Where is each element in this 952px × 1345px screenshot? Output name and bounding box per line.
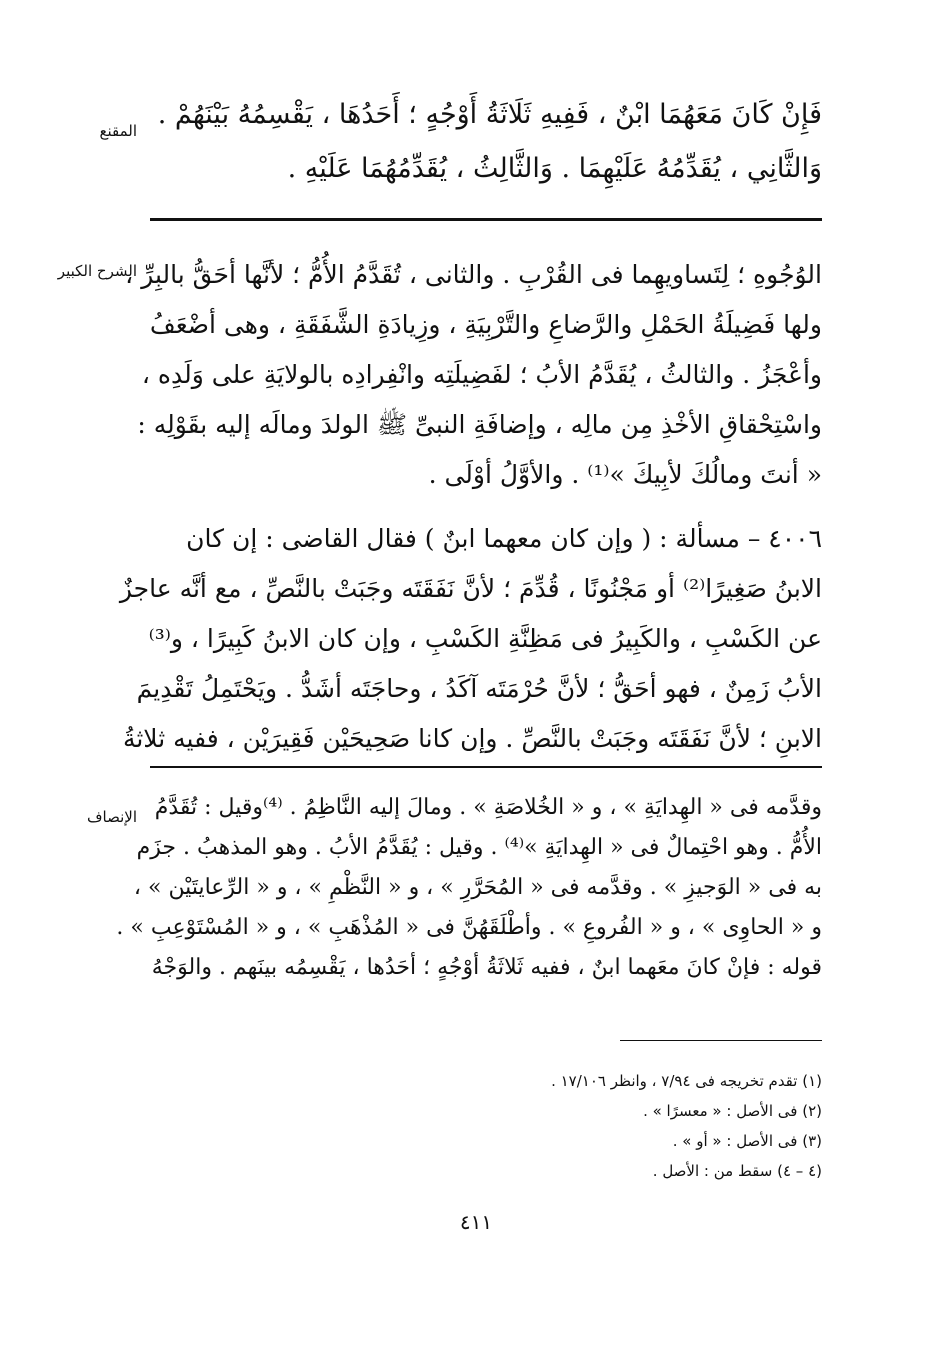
section-divider [150,766,822,768]
sharh-line: « أنتَ ومالُكَ لأبِيكَ »⁽¹⁾ . والأوَّلُ أوْلَى . [428,460,822,489]
insaf-line: وقدَّمه فى « الهِدايَةِ » ، و « الخُلاصَةِ » . ومالَ إليه النَّاظِمُ . ⁽⁴⁾وقيل : تُقَدَّمُ [154,795,822,820]
masala-line: الأبُ زَمِنٌ ، فهو أحَقُّ ؛ لأنَّ حُرْمَتَه آكَدُ ، وحاجَتَه أشَدُّ . ويَحْتَمِلُ تَقْدِيمَ [136,674,822,703]
footnotes [480,1066,822,1186]
matn-line: فَإِنْ كَانَ مَعَهُمَا ابْنٌ ، فَفِيهِ ثَلَاثَةُ أَوْجُهٍ ؛ أَحَدُهَا ، يَقْسِمُهُ بَيْنَهُمْ . [157,99,822,130]
masala-line: عن الكَسْبِ ، والكَبِيرُ فى مَظِنَّةِ الكَسْبِ ، وإن كان الابنُ كَبِيرًا ، و⁽³⁾ [148,624,822,653]
matn-line: وَالثَّانِي ، يُقَدِّمُهُ عَلَيْهِمَا . وَالثَّالِثُ ، يُقَدِّمُهُمَا عَلَيْهِ . [287,153,822,184]
page-number: ٤١١ [459,1210,493,1234]
sharh-text [119,250,822,764]
sharh-line: واسْتِحْقاقِ الأخْذِ مِن مالِه ، وإضافَةِ النبىِّ ﷺ الولدَ ومالَه إليه بقَوْلِه : [137,410,822,439]
section-divider [150,218,822,221]
insaf-text [116,788,822,988]
footnote: (٣) فى الأصل : « أو » . [672,1132,822,1150]
matn-text [150,88,822,196]
sharh-line: ولها فَضِيلَةُ الحَمْلِ والرَّضاعِ والتَّرْبِيَةِ ، وزِيادَةِ الشَّفَقَةِ ، وهى أضْعَفُ [149,310,822,339]
sharh-line: الوُجُوهِ ؛ لِتَساويهِما فى القُرْبِ . والثانى ، تُقَدَّمُ الأُمُّ ؛ لأنَّها أحَقُّ بالبِرِّ ، [125,260,822,289]
footnote: (٢) فى الأصل : « معسرًا » . [643,1102,822,1120]
paragraph-gap [150,500,822,514]
footnote: (١) تقدم تخريجه فى ٧/٩٤ ، وانظر ١٧/١٠٦ . [551,1072,822,1090]
insaf-line: الأُمُّ . وهو احْتِمالٌ فى « الهِدايَةِ »⁽⁴⁾ . وقيل : يُقَدَّمُ الأبُ . وهو المذهبُ . جزَم [136,835,822,860]
insaf-line: به فى « الوَجيزِ » . وقدَّمه فى « المُحَرَّرِ » ، و « النَّظْمِ » ، و « الرِّعايتَيْن » ، [133,875,822,900]
label-insaf: الإنصاف [86,808,137,826]
footnote-divider [620,1040,822,1041]
footnote: (٤ – ٤) سقط من : الأصل . [652,1162,822,1180]
label-muqni: المقنع [99,122,137,140]
masala-line: الابنُ صَغِيرًا⁽²⁾ أو مَجْنُونًا ، قُدِّمَ ؛ لأنَّ نَفَقَتَه وجَبَتْ بالنَّصِّ ، مع أنَّه عاجزٌ [119,574,822,603]
insaf-line: قوله : فإنْ كانَ معَهما ابنٌ ، ففيه ثَلاثَةُ أوْجُهٍ ؛ أحَدُها ، يَقْسِمُه بينَهم . والوَجْهُ [151,955,822,980]
insaf-line: و « الحاوِى » ، و « الفُروعِ » . وأطْلَقَهُنَّ فى « المُذْهَبِ » ، و « المُسْتَوْعِبِ » . [116,915,822,940]
sharh-line: وأعْجَزُ . والثالثُ ، يُقَدَّمُ الأبُ ؛ لفَضِيلَتِه وانْفِرادِه بالولايَةِ على وَلَدِه ، [141,360,822,389]
masala-line: ٤٠٠٦ – مسألة : ( وإن كان معهما ابنٌ ) فقال القاضى : إن كان [186,524,822,553]
label-sharh: الشرح الكبير [57,262,137,280]
masala-line: الابنِ ؛ لأنَّ نَفَقَتَه وجَبَتْ بالنَّصِّ . وإن كانا صَحِيحَيْن فَقِيرَيْن ، ففيه ثلاثةُ [122,724,822,753]
